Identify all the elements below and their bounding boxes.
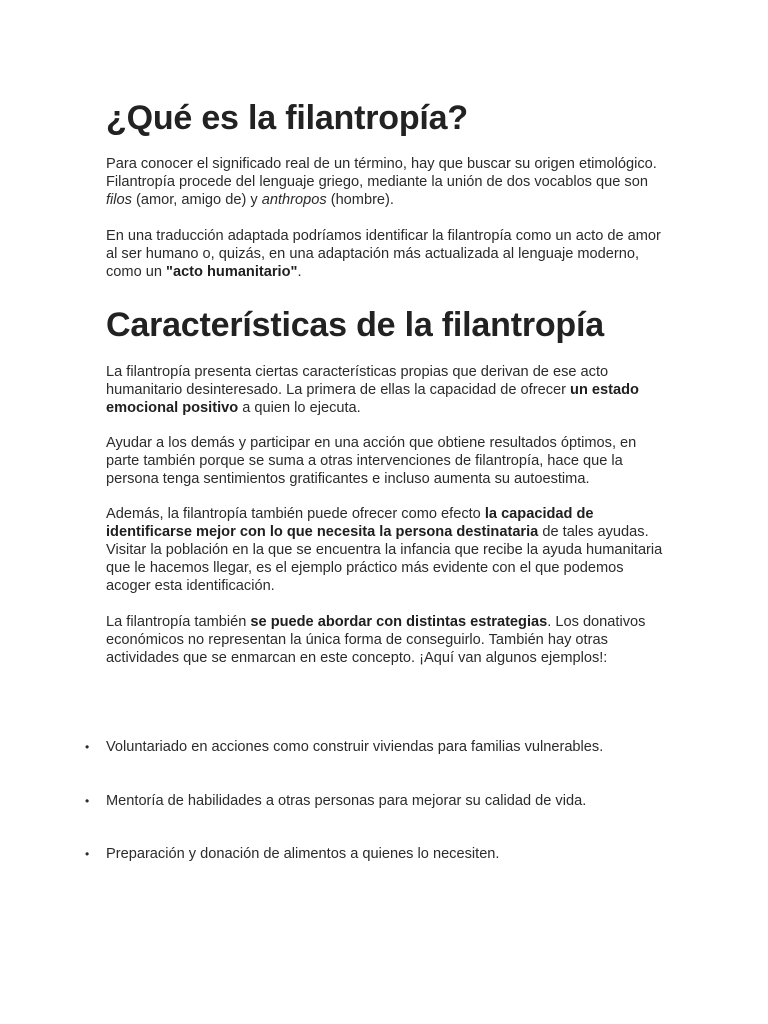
text-run: Ayudar a los demás y participar en una acción que obtiene resultados óptimos, en parte también porque se suma a otras intervenciones de filantropía, hace que la persona tenga sentimientos gratificantes e incluso aumenta su autoestima. <box>106 435 637 487</box>
bullet-icon: • <box>85 740 90 754</box>
text-run: (amor, amigo de) y <box>131 192 262 208</box>
paragraph-translation <box>106 227 666 281</box>
italic-term-filos: filos <box>106 192 132 208</box>
text-run: . <box>297 264 302 280</box>
text-run: Para conocer el significado real de un término, hay que buscar su origen etimológico. Filantropía procede del lenguaje griego, mediante la unión de dos vocablos que son <box>106 156 657 190</box>
text-run: a quien lo ejecuta. <box>238 400 361 416</box>
paragraph-identification <box>106 505 666 595</box>
bullet-icon: • <box>85 847 90 861</box>
bold-phrase: un estado emocional positivo <box>106 382 639 416</box>
paragraph-helping-others <box>106 434 666 488</box>
list-item-text: Preparación y donación de alimentos a quienes lo necesiten. <box>106 846 500 862</box>
heading-characteristics: Características de la filantropía <box>106 306 604 344</box>
list-item-text: Voluntariado en acciones como construir viviendas para familias vulnerables. <box>106 739 604 755</box>
text-run: Además, la filantropía también puede ofrecer como efecto <box>106 506 485 522</box>
list-item <box>85 845 706 863</box>
list-item <box>85 738 706 756</box>
text-run: (hombre). <box>326 192 394 208</box>
text-run: . Los donativos económicos no representan la única forma de conseguirlo. También hay otras actividades que se enmarcan en este concepto. ¡Aquí van algunos ejemplos!: <box>106 614 646 666</box>
examples-list <box>85 738 706 899</box>
text-run: de tales ayudas. Visitar la población en la que se encuentra la infancia que recibe la ayuda humanitaria que le hacemos llegar, es el ejemplo práctico más evidente con el que podemos acoger esta identificación. <box>106 524 663 594</box>
bullet-icon: • <box>85 793 90 808</box>
text-run: La filantropía también <box>106 614 251 630</box>
italic-term-anthropos: anthropos <box>261 192 327 208</box>
text-run: En una traducción adaptada podríamos identificar la filantropía como un acto de amor al ser humano o, quizás, en una adaptación más actualizada al lenguaje moderno, como un <box>106 228 661 280</box>
paragraph-characteristics-intro <box>106 363 666 417</box>
bold-phrase: la capacidad de identificarse mejor con lo que necesita la persona destinataria <box>106 506 594 540</box>
heading-what-is-philanthropy: ¿Qué es la filantropía? <box>106 99 468 137</box>
list-item <box>85 792 706 810</box>
list-item-text: Mentoría de habilidades a otras personas para mejorar su calidad de vida. <box>106 792 587 809</box>
bold-phrase: "acto humanitario" <box>166 264 298 280</box>
text-run: La filantropía presenta ciertas características propias que derivan de ese acto humanitario desinteresado. La primera de ellas la capacidad de ofrecer <box>106 364 609 398</box>
bold-phrase: se puede abordar con distintas estrategias <box>250 614 548 630</box>
paragraph-etymology <box>106 155 666 209</box>
paragraph-strategies <box>106 613 666 667</box>
